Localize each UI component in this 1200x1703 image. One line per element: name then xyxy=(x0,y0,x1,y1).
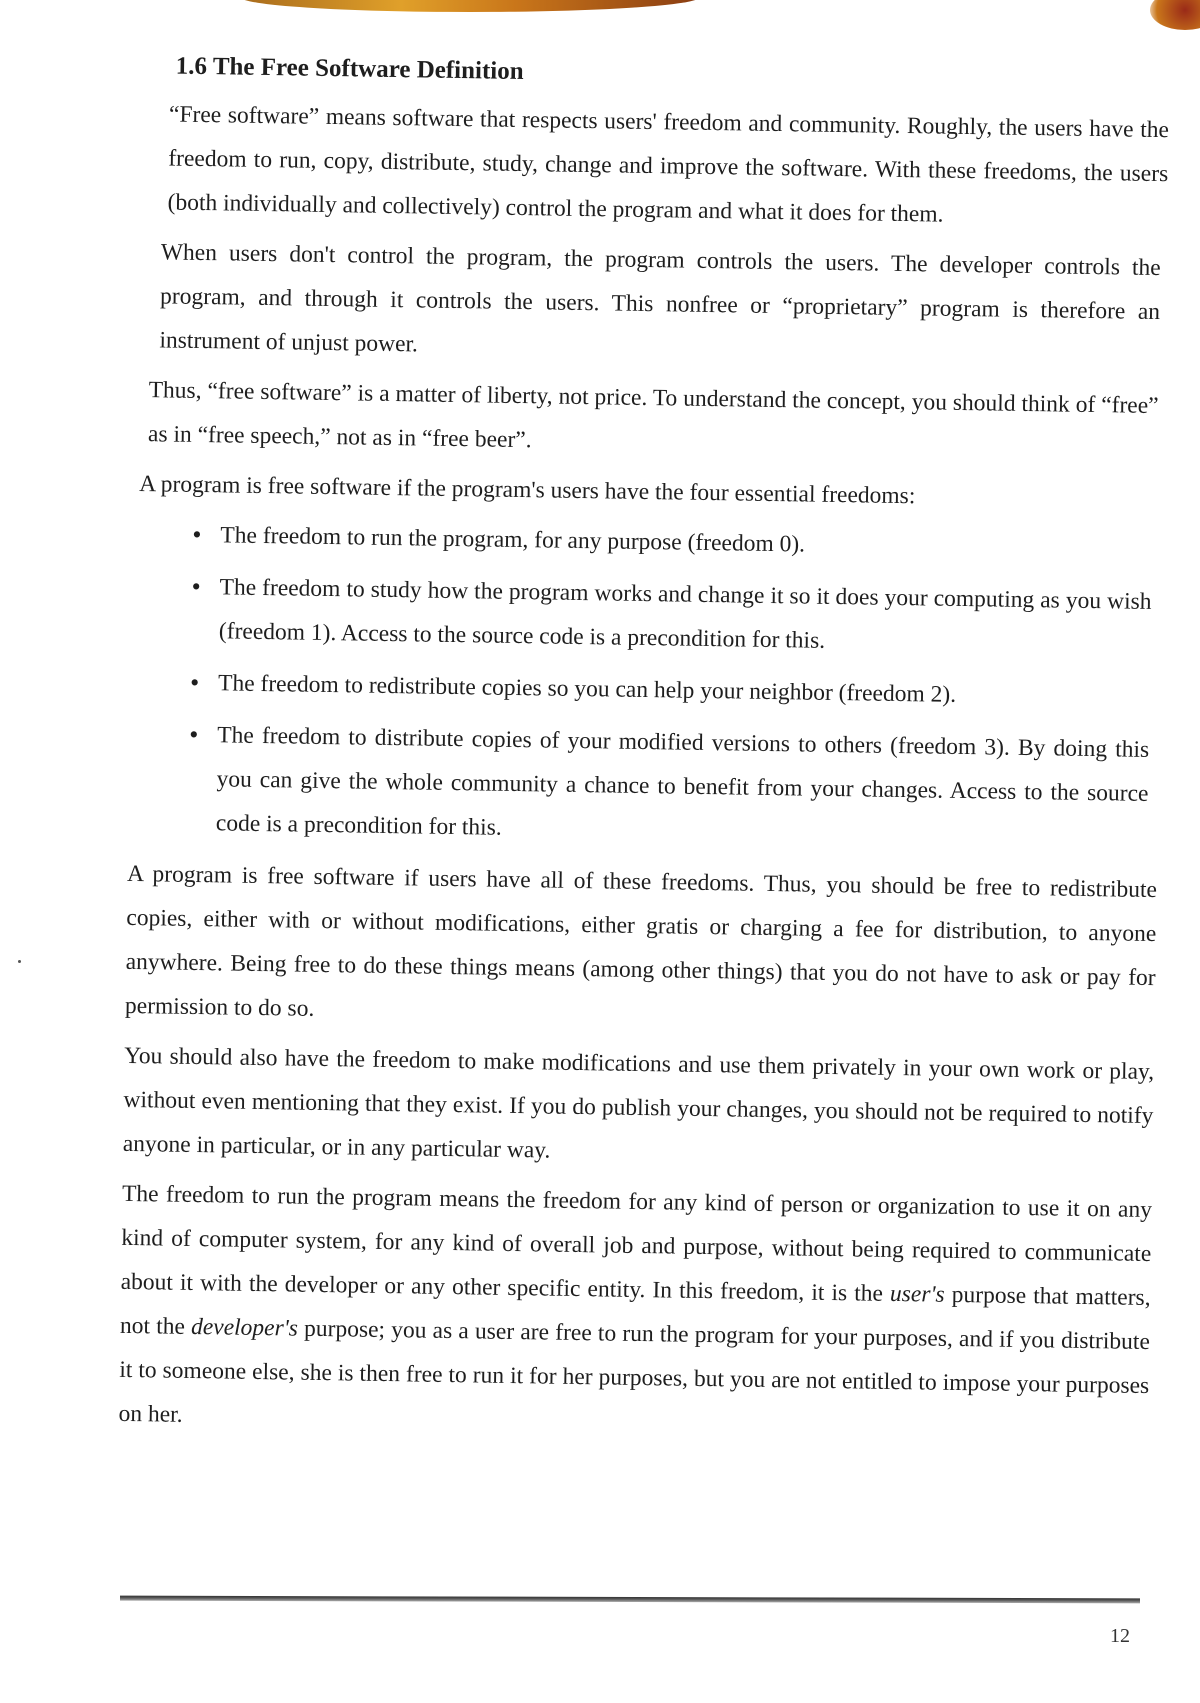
freedom-2-text: The freedom to redistribute copies so you can help your neighbor (freedom 2). xyxy=(217,670,957,708)
section-heading: 1.6 The Free Software Definition xyxy=(175,52,524,86)
bullet-icon: • xyxy=(192,519,202,550)
freedom-to-run-text-3: purpose; you as a user are free to run the program for your purposes, and if you distribute it to someone else, she is then free to run it for her purposes, but you are not entitled to impose your purposes on her. xyxy=(118,1315,1151,1428)
top-edge-decoration xyxy=(240,0,700,12)
emphasis-developers: developer's xyxy=(190,1313,299,1342)
freedoms-list xyxy=(188,513,1153,860)
bullet-icon: • xyxy=(189,719,199,749)
freedom-0-text: The freedom to run the program, for any purpose (freedom 0). xyxy=(220,522,806,558)
paragraph-private-modifications: You should also have the freedom to make modifications and use them privately in your own work or play, without even mentioning that they exist. If you do publish your changes, you should not be required to notify anyone in particular, or in any particular way. xyxy=(122,1042,1155,1164)
paragraph-definition: “Free software” means software that respects users' freedom and community. Roughly, the users have the freedom to run, copy, distribute, study, change and improve the software. With these freedoms, the users (both individually and collectively) control the program and what it does for them. xyxy=(167,101,1170,228)
freedom-to-run-text-1: The freedom to run the program means the freedom for any kind of person or organization to use it on any kind of computer system, for any kind of overall job and purpose, without being required to communicate about it with the developer or any other specific entity. In this freedom, it is the xyxy=(120,1180,1153,1307)
emphasis-users: user's xyxy=(889,1280,945,1308)
page-number: 12 xyxy=(1110,1625,1130,1647)
freedom-3-text: The freedom to distribute copies of your modified versions to others (freedom 3). By doing this you can give the whole community a chance to benefit from your changes. Access to the source code is a precondition for this. xyxy=(215,722,1150,841)
freedom-1-text: The freedom to study how the program works and change it so it does your computing as you wish (freedom 1). Access to the source code is a precondition for this. xyxy=(218,574,1152,654)
footer-rule xyxy=(120,1596,1140,1604)
document-page xyxy=(118,52,1190,1458)
paragraph-control: When users don't control the program, the program controls the users. The developer controls the program, and through it controls the users. This nonfree or “proprietary” program is therefore an instrument of unjust power. xyxy=(159,239,1161,358)
list-item xyxy=(192,513,1153,572)
list-item xyxy=(190,661,1151,720)
scan-speck xyxy=(18,960,21,963)
list-item xyxy=(188,713,1150,860)
list-item xyxy=(191,565,1152,668)
paragraph-four-freedoms-intro: A program is free software if the program's users have the four essential freedoms: xyxy=(139,471,916,510)
corner-decoration xyxy=(1150,0,1200,30)
bullet-icon: • xyxy=(189,667,200,698)
paragraph-freedom-to-run xyxy=(118,1172,1152,1452)
freedom-to-run-text-2: purpose that matters, not the xyxy=(119,1281,1151,1340)
paragraph-all-freedoms: A program is free software if users have all of these freedoms. Thus, you should be free to redistribute copies, either with or without modifications, either gratis or charging a fee for distribution, to anyone anywhere. Being free to do these things means (among other things) that you do not have to ask or pay for permission to do so. xyxy=(124,860,1158,1022)
paragraph-liberty: Thus, “free software” is a matter of liberty, not price. To understand the concept, you should think of “free” as in “free speech,” not as in “free beer”. xyxy=(147,377,1159,454)
bullet-icon: • xyxy=(191,571,201,602)
